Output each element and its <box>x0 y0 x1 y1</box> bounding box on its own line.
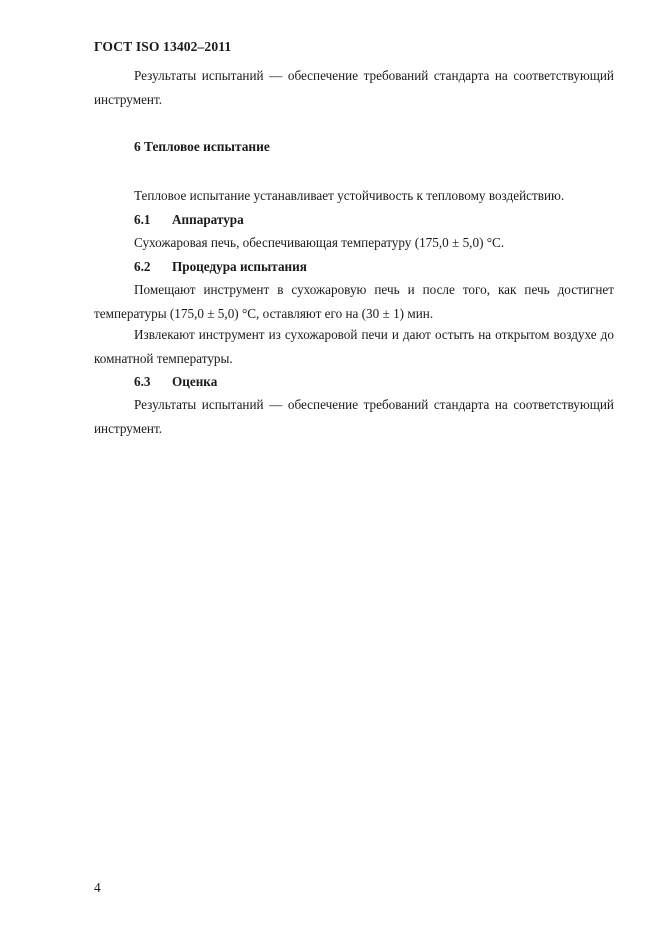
subsection-6-1-heading <box>134 212 244 228</box>
subsection-6-2-heading <box>134 259 307 275</box>
page-number: 4 <box>94 880 101 895</box>
subsection-6-3-heading <box>134 374 217 390</box>
subsection-6-2-paragraph-2: Извлекают инструмент из сухожаровой печи и дают остыть на открытом воздухе до комнатной температуры. <box>94 327 614 366</box>
subsection-title: Аппаратура <box>172 212 244 227</box>
document-header: ГОСТ ISO 13402–2011 <box>94 39 232 54</box>
subsection-title: Оценка <box>172 374 218 389</box>
subsection-number: 6.1 <box>134 212 151 227</box>
subsection-number: 6.2 <box>134 259 151 274</box>
subsection-title: Процедура испытания <box>172 259 307 274</box>
subsection-6-2-paragraph-1: Помещают инструмент в сухожаровую печь и после того, как печь достигнет температуры (175,0 ± 5,0) °С, оставляют его на (30 ± 1) мин. <box>94 282 614 321</box>
subsection-6-3-paragraph: Результаты испытаний — обеспечение требований стандарта на соответствующий инструмент. <box>94 397 614 436</box>
section-intro-paragraph: Тепловое испытание устанавливает устойчивость к тепловому воздействию. <box>134 188 565 203</box>
intro-paragraph: Результаты испытаний — обеспечение требований стандарта на соответствующий инструмент. <box>94 68 614 107</box>
subsection-6-1-paragraph: Сухожаровая печь, обеспечивающая температуру (175,0 ± 5,0) °С. <box>134 235 505 250</box>
section-heading: 6 Тепловое испытание <box>134 139 270 154</box>
subsection-number: 6.3 <box>134 374 151 389</box>
